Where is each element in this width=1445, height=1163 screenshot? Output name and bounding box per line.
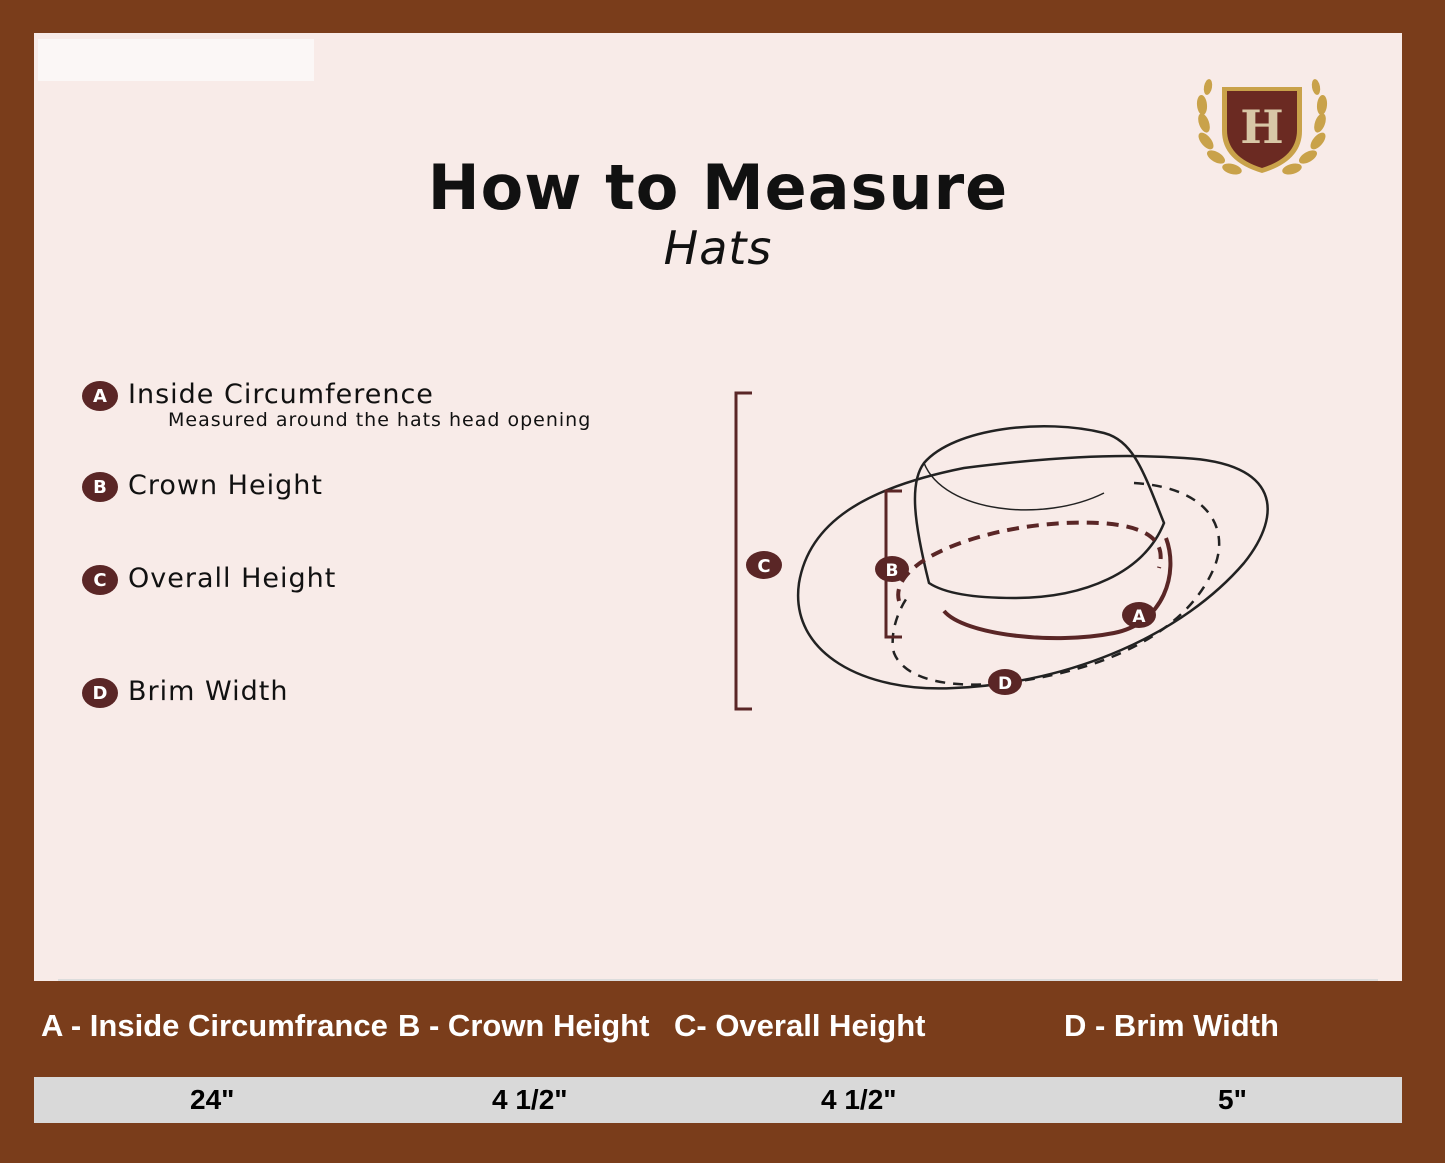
svg-text:A: A (1132, 607, 1146, 627)
marker-a-icon: A (82, 381, 118, 411)
legend-description: Measured around the hats head opening (168, 409, 592, 431)
legend-item-c (82, 563, 336, 595)
diagram-marker-b (875, 556, 909, 582)
value-crown-height: 4 1/2" (492, 1084, 568, 1115)
svg-text:C: C (757, 556, 771, 577)
diagram-marker-a (1122, 602, 1156, 628)
value-inside-circumference: 24" (190, 1084, 235, 1115)
diagram-marker-c (746, 551, 782, 579)
svg-text:H: H (1240, 100, 1284, 154)
marker-b-icon: B (82, 472, 118, 502)
legend-label: Inside Circumference (128, 379, 434, 410)
page-title: How to Measure (427, 151, 1009, 224)
header-overall-height: C- Overall Height (674, 1008, 926, 1043)
measure-panel (34, 33, 1402, 981)
legend-label: Crown Height (128, 470, 323, 501)
overall-height-bracket (736, 393, 752, 709)
marker-c-icon: C (82, 565, 118, 595)
inside-circumference-dashed (898, 523, 1160, 601)
marker-d-icon: D (82, 678, 118, 708)
header-inside-circumference: A - Inside Circumfrance (41, 1008, 388, 1043)
legend-item-a (82, 379, 591, 429)
divider (58, 979, 1378, 981)
legend-label: Brim Width (128, 676, 289, 707)
diagram-marker-d (988, 669, 1022, 695)
hat-brim (798, 456, 1268, 688)
legend-item-b (82, 470, 323, 502)
values-bar (34, 1077, 1402, 1123)
header-crown-height: B - Crown Height (398, 1008, 650, 1043)
hat-diagram (714, 373, 1334, 753)
hat-crown (915, 426, 1164, 598)
value-overall-height: 4 1/2" (821, 1084, 897, 1115)
header-brim-width: D - Brim Width (1064, 1008, 1279, 1043)
page-subtitle: Hats (663, 221, 773, 275)
svg-text:D: D (997, 674, 1013, 694)
corner-strip (38, 39, 314, 81)
svg-text:B: B (885, 561, 899, 581)
brim-width-dashed (893, 483, 1220, 685)
legend-label: Overall Height (128, 563, 337, 594)
value-brim-width: 5" (1218, 1084, 1247, 1115)
legend-item-d (82, 676, 288, 708)
